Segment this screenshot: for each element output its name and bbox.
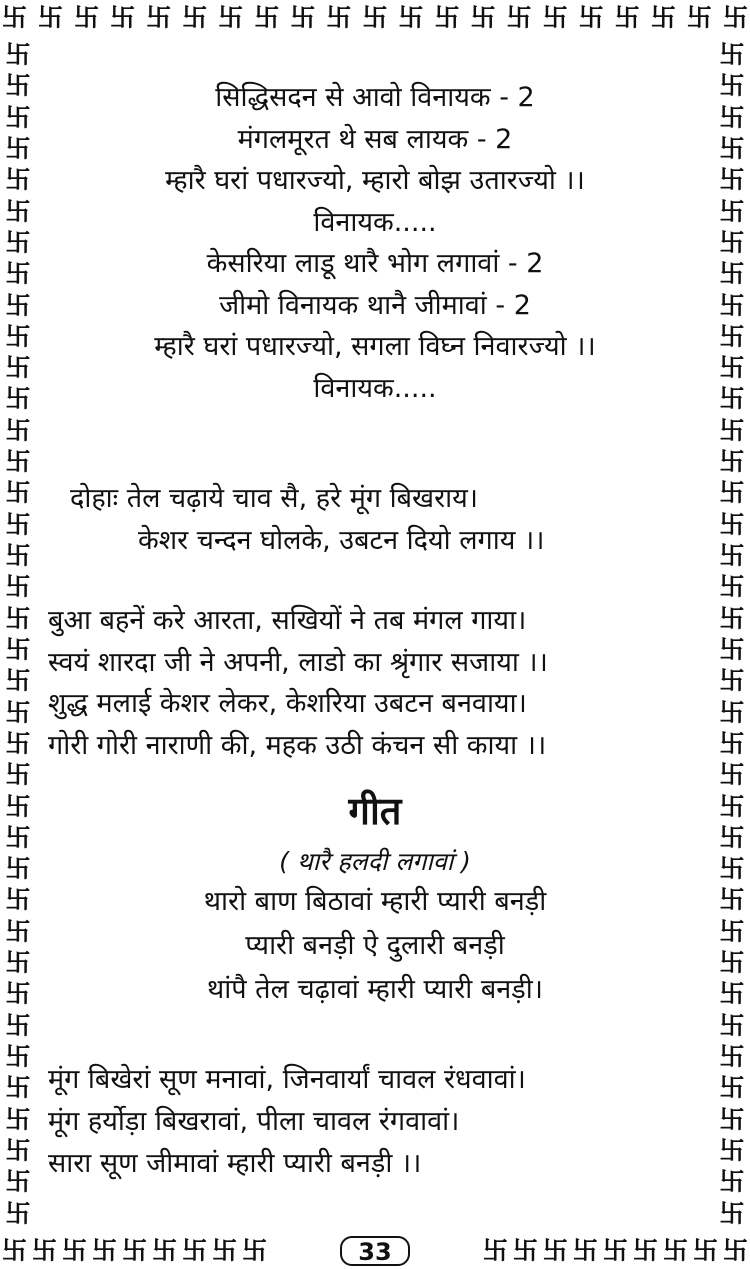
swastika-icon: 卐 [614, 3, 640, 32]
swastika-icon: 卐 [719, 822, 745, 852]
swastika-icon: 卐 [2, 3, 28, 32]
swastika-icon: 卐 [74, 3, 100, 32]
swastika-icon: 卐 [5, 1104, 31, 1134]
swastika-icon: 卐 [122, 1236, 148, 1265]
swastika-icon: 卐 [719, 321, 745, 351]
swastika-icon: 卐 [5, 71, 31, 101]
swastika-icon: 卐 [182, 1236, 208, 1265]
swastika-icon: 卐 [5, 353, 31, 383]
swastika-icon: 卐 [650, 3, 676, 32]
swastika-icon: 卐 [542, 3, 568, 32]
swastika-icon: 卐 [482, 1236, 508, 1265]
left-border [0, 36, 36, 1233]
swastika-icon: 卐 [290, 3, 316, 32]
bottom-border-right [483, 1233, 748, 1269]
swastika-icon: 卐 [719, 509, 745, 539]
swastika-icon: 卐 [719, 1198, 745, 1228]
swastika-icon: 卐 [5, 697, 31, 727]
swastika-icon: 卐 [686, 3, 712, 32]
swastika-icon: 卐 [719, 71, 745, 101]
swastika-icon: 卐 [5, 1042, 31, 1071]
swastika-icon: 卐 [719, 1104, 745, 1134]
swastika-icon: 卐 [218, 3, 244, 32]
verse-line: स्वयं शारदा जी ने अपनी, लाडो का श्रृंगार सजाया ।। [48, 647, 548, 678]
swastika-icon: 卐 [110, 3, 136, 32]
swastika-icon: 卐 [719, 415, 745, 445]
doha-line-1 [70, 479, 680, 519]
swastika-icon: 卐 [719, 1010, 745, 1040]
swastika-icon: 卐 [254, 3, 280, 32]
swastika-icon: 卐 [719, 697, 745, 727]
verse-line: केसरिया लाडू थारै भोग लगावां - 2 [206, 248, 544, 279]
right-border [714, 36, 750, 1233]
swastika-icon: 卐 [5, 1167, 31, 1197]
swastika-icon: 卐 [719, 1042, 745, 1071]
verse-line: मूंग बिखेरां सूण मनावां, जिनवार्यां चावल रंधवावां। [48, 1064, 526, 1095]
swastika-icon: 卐 [362, 3, 388, 32]
swastika-icon: 卐 [5, 728, 31, 758]
swastika-icon: 卐 [5, 133, 31, 163]
swastika-icon: 卐 [719, 791, 745, 821]
swastika-icon: 卐 [5, 916, 31, 946]
section-subtitle: ( थारै हलदी लगावां ) [279, 847, 471, 876]
doha-line-2: केशर चन्दन घोलके, उबटन दियो लगाय ।। [138, 525, 545, 556]
swastika-icon: 卐 [719, 1167, 745, 1197]
song-line: प्यारी बनड़ी ऐ दुलारी बनड़ी [245, 930, 505, 961]
page-number: 33 [340, 1236, 409, 1266]
song-line: थांपै तेल चढ़ावां म्हारी प्यारी बनड़ी। [207, 974, 543, 1005]
swastika-icon: 卐 [692, 1236, 718, 1265]
swastika-icon: 卐 [434, 3, 460, 32]
swastika-icon: 卐 [182, 3, 208, 32]
swastika-icon: 卐 [5, 979, 31, 1009]
swastika-icon: 卐 [5, 321, 31, 351]
swastika-icon: 卐 [719, 384, 745, 414]
swastika-icon: 卐 [5, 509, 31, 539]
swastika-icon: 卐 [146, 3, 172, 32]
swastika-icon: 卐 [5, 1010, 31, 1040]
swastika-icon: 卐 [719, 916, 745, 946]
doha-text: तेल चढ़ाये चाव सै, हरे मूंग बिखराय। [126, 483, 479, 514]
swastika-icon: 卐 [5, 541, 31, 570]
swastika-icon: 卐 [572, 1236, 598, 1265]
top-border [0, 0, 750, 36]
swastika-icon: 卐 [32, 1236, 58, 1265]
swastika-icon: 卐 [506, 3, 532, 32]
verse-line: गोरी गोरी नाराणी की, महक उठी कंचन सी काया ।। [48, 730, 547, 761]
verse-line: म्हारै घरां पधारज्यो, म्हारो बोझ उतारज्यो ।। [165, 165, 585, 196]
swastika-icon: 卐 [5, 1198, 31, 1228]
verse-line: बुआ बहनें करे आरता, सखियों ने तब मंगल गाया। [48, 605, 527, 636]
verse-line: म्हारै घरां पधारज्यो, सगला विघ्न निवारज्यो ।। [154, 331, 596, 362]
swastika-icon: 卐 [719, 165, 745, 195]
swastika-icon: 卐 [719, 541, 745, 570]
swastika-icon: 卐 [398, 3, 424, 32]
swastika-icon: 卐 [5, 1073, 31, 1103]
swastika-icon: 卐 [5, 196, 31, 226]
swastika-icon: 卐 [719, 728, 745, 758]
section-title: गीत [348, 789, 402, 833]
swastika-icon: 卐 [719, 760, 745, 790]
swastika-icon: 卐 [719, 478, 745, 508]
swastika-icon: 卐 [719, 885, 745, 915]
swastika-icon: 卐 [2, 1236, 28, 1265]
swastika-icon: 卐 [512, 1236, 538, 1265]
swastika-icon: 卐 [5, 572, 31, 602]
swastika-icon: 卐 [719, 1135, 745, 1165]
verse-line: जीमो विनायक थानै जीमावां - 2 [219, 290, 531, 321]
swastika-icon: 卐 [722, 1236, 748, 1265]
refrain-line: विनायक..... [313, 373, 437, 404]
swastika-icon: 卐 [38, 3, 64, 32]
swastika-icon: 卐 [5, 760, 31, 790]
swastika-icon: 卐 [5, 227, 31, 257]
swastika-icon: 卐 [719, 40, 745, 69]
swastika-icon: 卐 [719, 666, 745, 696]
swastika-icon: 卐 [212, 1236, 238, 1265]
swastika-icon: 卐 [578, 3, 604, 32]
swastika-icon: 卐 [719, 290, 745, 320]
swastika-icon: 卐 [719, 1073, 745, 1103]
swastika-icon: 卐 [722, 3, 748, 32]
swastika-icon: 卐 [719, 447, 745, 477]
swastika-icon: 卐 [5, 290, 31, 320]
swastika-icon: 卐 [5, 854, 31, 884]
swastika-icon: 卐 [632, 1236, 658, 1265]
swastika-icon: 卐 [326, 3, 352, 32]
swastika-icon: 卐 [5, 447, 31, 477]
swastika-icon: 卐 [5, 102, 31, 132]
swastika-icon: 卐 [5, 822, 31, 852]
swastika-icon: 卐 [719, 196, 745, 226]
swastika-icon: 卐 [719, 634, 745, 664]
swastika-icon: 卐 [5, 384, 31, 414]
swastika-icon: 卐 [470, 3, 496, 32]
swastika-icon: 卐 [719, 572, 745, 602]
swastika-icon: 卐 [242, 1236, 268, 1265]
verse-line: सारा सूण जीमावां म्हारी प्यारी बनड़ी ।। [48, 1148, 422, 1179]
swastika-icon: 卐 [719, 102, 745, 132]
swastika-icon: 卐 [719, 979, 745, 1009]
bottom-border-left [2, 1233, 267, 1269]
swastika-icon: 卐 [602, 1236, 628, 1265]
swastika-icon: 卐 [5, 478, 31, 508]
swastika-icon: 卐 [719, 948, 745, 978]
swastika-icon: 卐 [5, 259, 31, 289]
refrain-line: विनायक..... [313, 207, 437, 238]
swastika-icon: 卐 [719, 603, 745, 633]
swastika-icon: 卐 [662, 1236, 688, 1265]
swastika-icon: 卐 [5, 165, 31, 195]
verse-line: सिद्धिसदन से आवो विनायक - 2 [215, 82, 535, 113]
swastika-icon: 卐 [719, 259, 745, 289]
verse-line: मूंग हर्योड़ा बिखरावां, पीला चावल रंगवावां। [48, 1106, 460, 1137]
bottom-border [0, 1233, 750, 1269]
swastika-icon: 卐 [5, 791, 31, 821]
verse-line: शुद्ध मलाई केशर लेकर, केशरिया उबटन बनवाया। [48, 688, 527, 719]
swastika-icon: 卐 [719, 133, 745, 163]
swastika-icon: 卐 [5, 415, 31, 445]
swastika-icon: 卐 [5, 634, 31, 664]
song-line: थारो बाण बिठावां म्हारी प्यारी बनड़ी [203, 886, 547, 917]
verse-line: मंगलमूरत थे सब लायक - 2 [237, 124, 513, 155]
doha-label: दोहाः [70, 483, 119, 514]
swastika-icon: 卐 [5, 40, 31, 69]
swastika-icon: 卐 [5, 666, 31, 696]
swastika-icon: 卐 [152, 1236, 178, 1265]
swastika-icon: 卐 [62, 1236, 88, 1265]
swastika-icon: 卐 [719, 854, 745, 884]
swastika-icon: 卐 [542, 1236, 568, 1265]
swastika-icon: 卐 [719, 227, 745, 257]
swastika-icon: 卐 [5, 603, 31, 633]
swastika-icon: 卐 [719, 353, 745, 383]
swastika-icon: 卐 [5, 885, 31, 915]
swastika-icon: 卐 [92, 1236, 118, 1265]
swastika-icon: 卐 [5, 948, 31, 978]
swastika-icon: 卐 [5, 1135, 31, 1165]
